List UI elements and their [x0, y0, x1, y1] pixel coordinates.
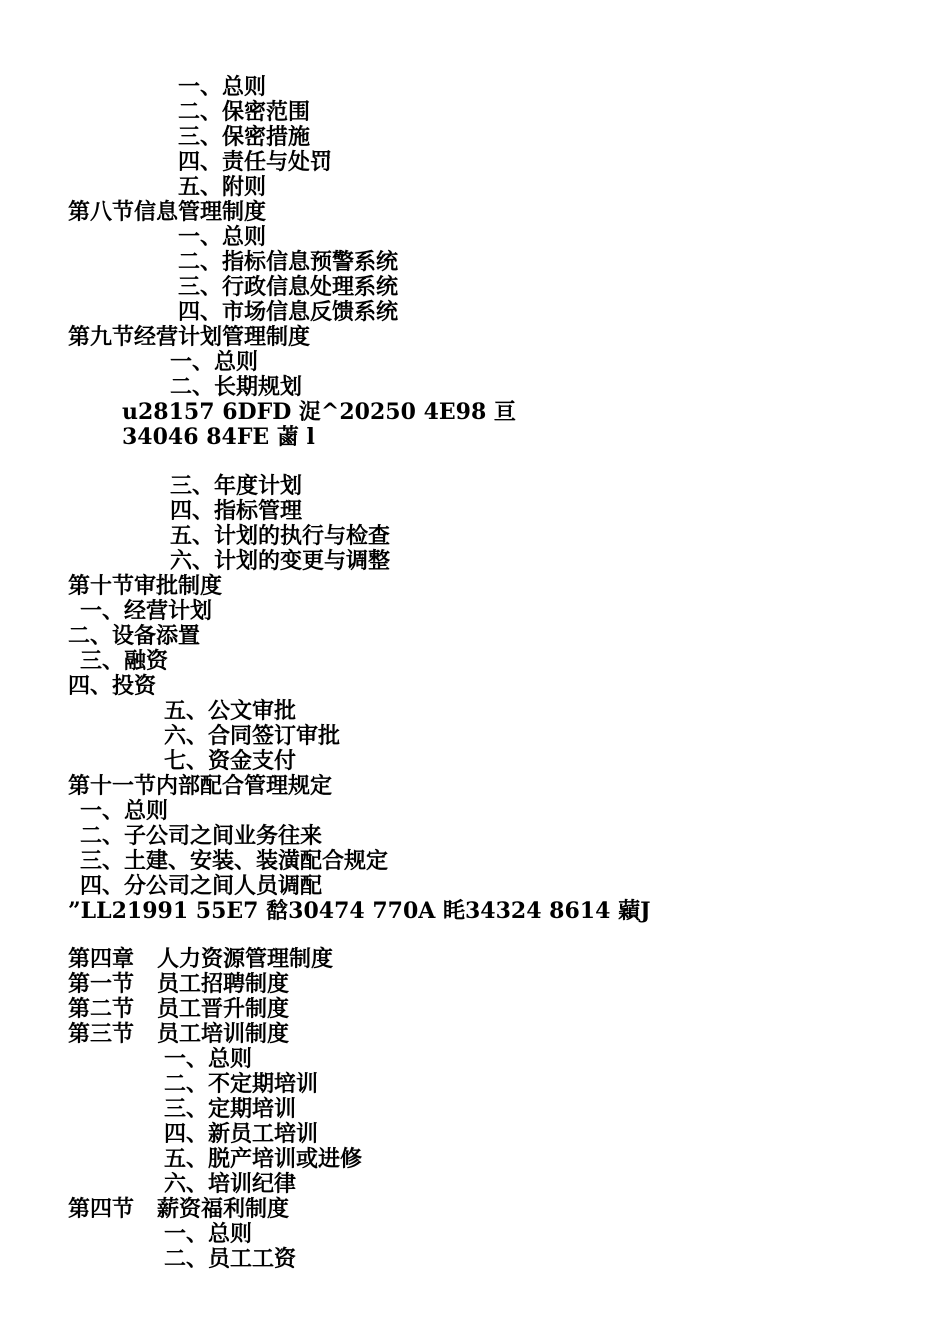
text-line: 三、年度计划 [170, 473, 303, 499]
text-line: 一、总则 [178, 74, 267, 100]
section-heading: 第四节 薪资福利制度 [68, 1196, 289, 1222]
text-line: 二、员工工资 [164, 1246, 297, 1272]
text-line: 二、子公司之间业务往来 [80, 823, 323, 849]
text-line: 二、不定期培训 [164, 1071, 319, 1097]
text-line: 二、保密范围 [178, 99, 311, 125]
section-heading: 第九节经营计划管理制度 [68, 324, 311, 350]
text-line: 三、行政信息处理系统 [178, 274, 399, 300]
text-line: 三、土建、安装、装潢配合规定 [80, 848, 389, 874]
text-line: 四、责任与处罚 [178, 149, 333, 175]
text-line: 三、保密措施 [178, 124, 311, 150]
text-line: 四、指标管理 [170, 498, 303, 524]
text-line: 五、附则 [178, 174, 267, 200]
text-line: 四、分公司之间人员调配 [80, 873, 323, 899]
text-line: 四、投资 [68, 673, 157, 699]
text-line: 一、总则 [170, 349, 259, 375]
text-line: 五、脱产培训或进修 [164, 1146, 363, 1172]
text-line: 七、资金支付 [164, 748, 297, 774]
text-line: 四、新员工培训 [164, 1121, 319, 1147]
section-heading: 第一节 员工招聘制度 [68, 971, 289, 997]
text-line: 二、指标信息预警系统 [178, 249, 399, 275]
text-line: 二、设备添置 [68, 623, 201, 649]
garbled-text-line: ”LL21991 55E7 馠30474 770A 眊34324 8614 蘔J [68, 898, 651, 924]
garbled-text-line: u28157 6DFD 浞^20250 4E98 亘 [122, 399, 516, 425]
text-line: 五、计划的执行与检查 [170, 523, 391, 549]
text-line: 一、总则 [178, 224, 267, 250]
garbled-text-line: 34046 84FE 蓾 l [122, 424, 315, 450]
text-line: 一、总则 [164, 1046, 253, 1072]
text-line: 一、经营计划 [80, 598, 213, 624]
section-heading: 第十一节内部配合管理规定 [68, 773, 333, 799]
text-line: 六、合同签订审批 [164, 723, 341, 749]
section-heading: 第二节 员工晋升制度 [68, 996, 289, 1022]
text-line: 二、长期规划 [170, 374, 303, 400]
text-line: 三、定期培训 [164, 1096, 297, 1122]
text-line: 六、计划的变更与调整 [170, 548, 391, 574]
text-line: 一、总则 [80, 798, 169, 824]
section-heading: 第十节审批制度 [68, 573, 223, 599]
section-heading: 第三节 员工培训制度 [68, 1021, 289, 1047]
text-line: 一、总则 [164, 1221, 253, 1247]
text-line: 六、培训纪律 [164, 1171, 297, 1197]
text-line: 三、融资 [80, 648, 169, 674]
text-line: 四、市场信息反馈系统 [178, 299, 399, 325]
text-line: 五、公文审批 [164, 698, 297, 724]
section-heading: 第八节信息管理制度 [68, 199, 267, 225]
chapter-heading: 第四章 人力资源管理制度 [68, 946, 333, 972]
